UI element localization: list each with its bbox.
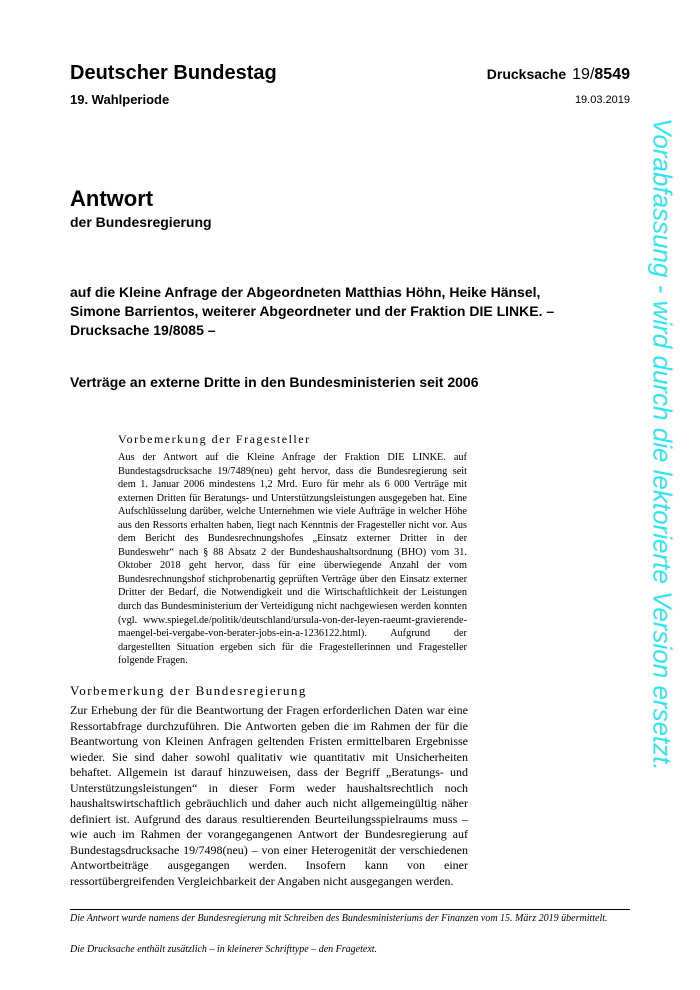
questioner-preface-heading: Vorbemerkung der Fragesteller [118, 432, 311, 446]
drucksache-number [487, 66, 630, 84]
government-preface-heading: Vorbemerkung der Bundesregierung [70, 683, 307, 698]
document-type: Antwort [70, 186, 154, 211]
drucksache-id: 8549 [594, 66, 630, 83]
questioner-preface-text: Aus der Antwort auf die Kleine Anfrage der Fraktion DIE LINKE. auf Bundestagsdrucksache 19/7489(neu) geht hervor, dass die Bundesregierung seit dem 1. Januar 2006 mindestens 1,2 Mrd. Euro für mehr als 6 000 Verträge mit externen Dritten für Beratungs- und Unterstützungsleistungen ausgegeben hat. Eine Aufschlüsselung darüber, welche Unternehmen wie viele Aufträge in welcher Höhe aus den Ressorts erhalten haben, liegt nach Kenntnis der Fragesteller nicht vor. Aus dem Bericht des Bundesrechnungshofes „Einsatz externer Dritter in der Bundeswehr“ nach § 88 Absatz 2 der Bundeshaushaltsordnung (BHO) vom 31. Oktober 2018 geht hervor, dass für eine überwiegende Anzahl der vom Bundesrechnungshof stichprobenartig geprüften Verträge über den Einsatz externer Dritter der Bedarf, die Notwendigkeit und die Wirtschaftlichkeit der Leistungen durch das Bundesministerium der Verteidigung nicht nachgewiesen werden konnten (vgl. www.spiegel.de/politik/deutschland/ursula-von-der-leyen-raeumt-gravierende-maengel-bei-vergabe-von-berater-jobs-ein-a-1236122.html). Aufgrund der dargestellten Situation ergeben sich für die Fragestellerinnen und Fragesteller folgende Fragen. [118, 452, 467, 667]
organization-title: Deutscher Bundestag [70, 62, 277, 84]
drucksache-label: Drucksache [486, 66, 567, 82]
document-subject: Verträge an externe Dritte in den Bundesministerien seit 2006 [70, 374, 479, 390]
watermark-text: Vorabfassung - wird durch die lektorierte Version ersetzt. [647, 118, 678, 771]
inquiry-reference: auf die Kleine Anfrage der Abgeordneten Matthias Höhn, Heike Hänsel, Simone Barrientos, weiterer Abgeordneter und der Fraktion DIE LINKE. – Drucksache 19/8085 – [70, 284, 555, 338]
footnote-question-text: Die Drucksache enthält zusätzlich – in kleinerer Schrifttype – den Fragetext. [70, 944, 378, 955]
document-date: 19.03.2019 [574, 94, 630, 106]
government-preface-text: Zur Erhebung der für die Beantwortung der Fragen erforderlichen Daten war eine Ressortabfrage durchzuführen. Die Antworten geben die im Rahmen der für die Beantwortung von Kleinen Anfragen geltenden Fristen ermittelbaren Ergebnisse wieder. Sie sind daher sowohl qualitativ wie quantitativ mit Unsicherheiten behaftet. Allgemein ist darauf hinzuweisen, dass der Begriff „Beratungs- und Unterstützungsleistungen“ in dieser Form weder haushaltsrechtlich noch haushaltswirtschaftlich gebräuchlich und daher auch nicht allgemeingültig näher definiert ist. Aufgrund des daraus resultierenden Beurteilungsspielraums muss – wie auch im Rahmen der vorangegangenen Antwort der Bundesregierung auf Bundestagsdrucksache 19/7498(neu) – von einer Heterogenität der verschiedenen Antwortbeiträge ausgegangen werden. Insofern kann von einer ressortübergreifenden Vergleichbarkeit der Angaben nicht ausgegangen werden. [70, 703, 468, 889]
footnote-transmission: Die Antwort wurde namens der Bundesregierung mit Schreiben des Bundesministeriums der Finanzen vom 15. März 2019 übermittelt. [70, 913, 608, 924]
electoral-period: 19. Wahlperiode [70, 92, 170, 107]
document-issuer: der Bundesregierung [70, 214, 212, 230]
drucksache-prefix: 19/ [572, 66, 595, 83]
footnote-divider [70, 909, 630, 910]
